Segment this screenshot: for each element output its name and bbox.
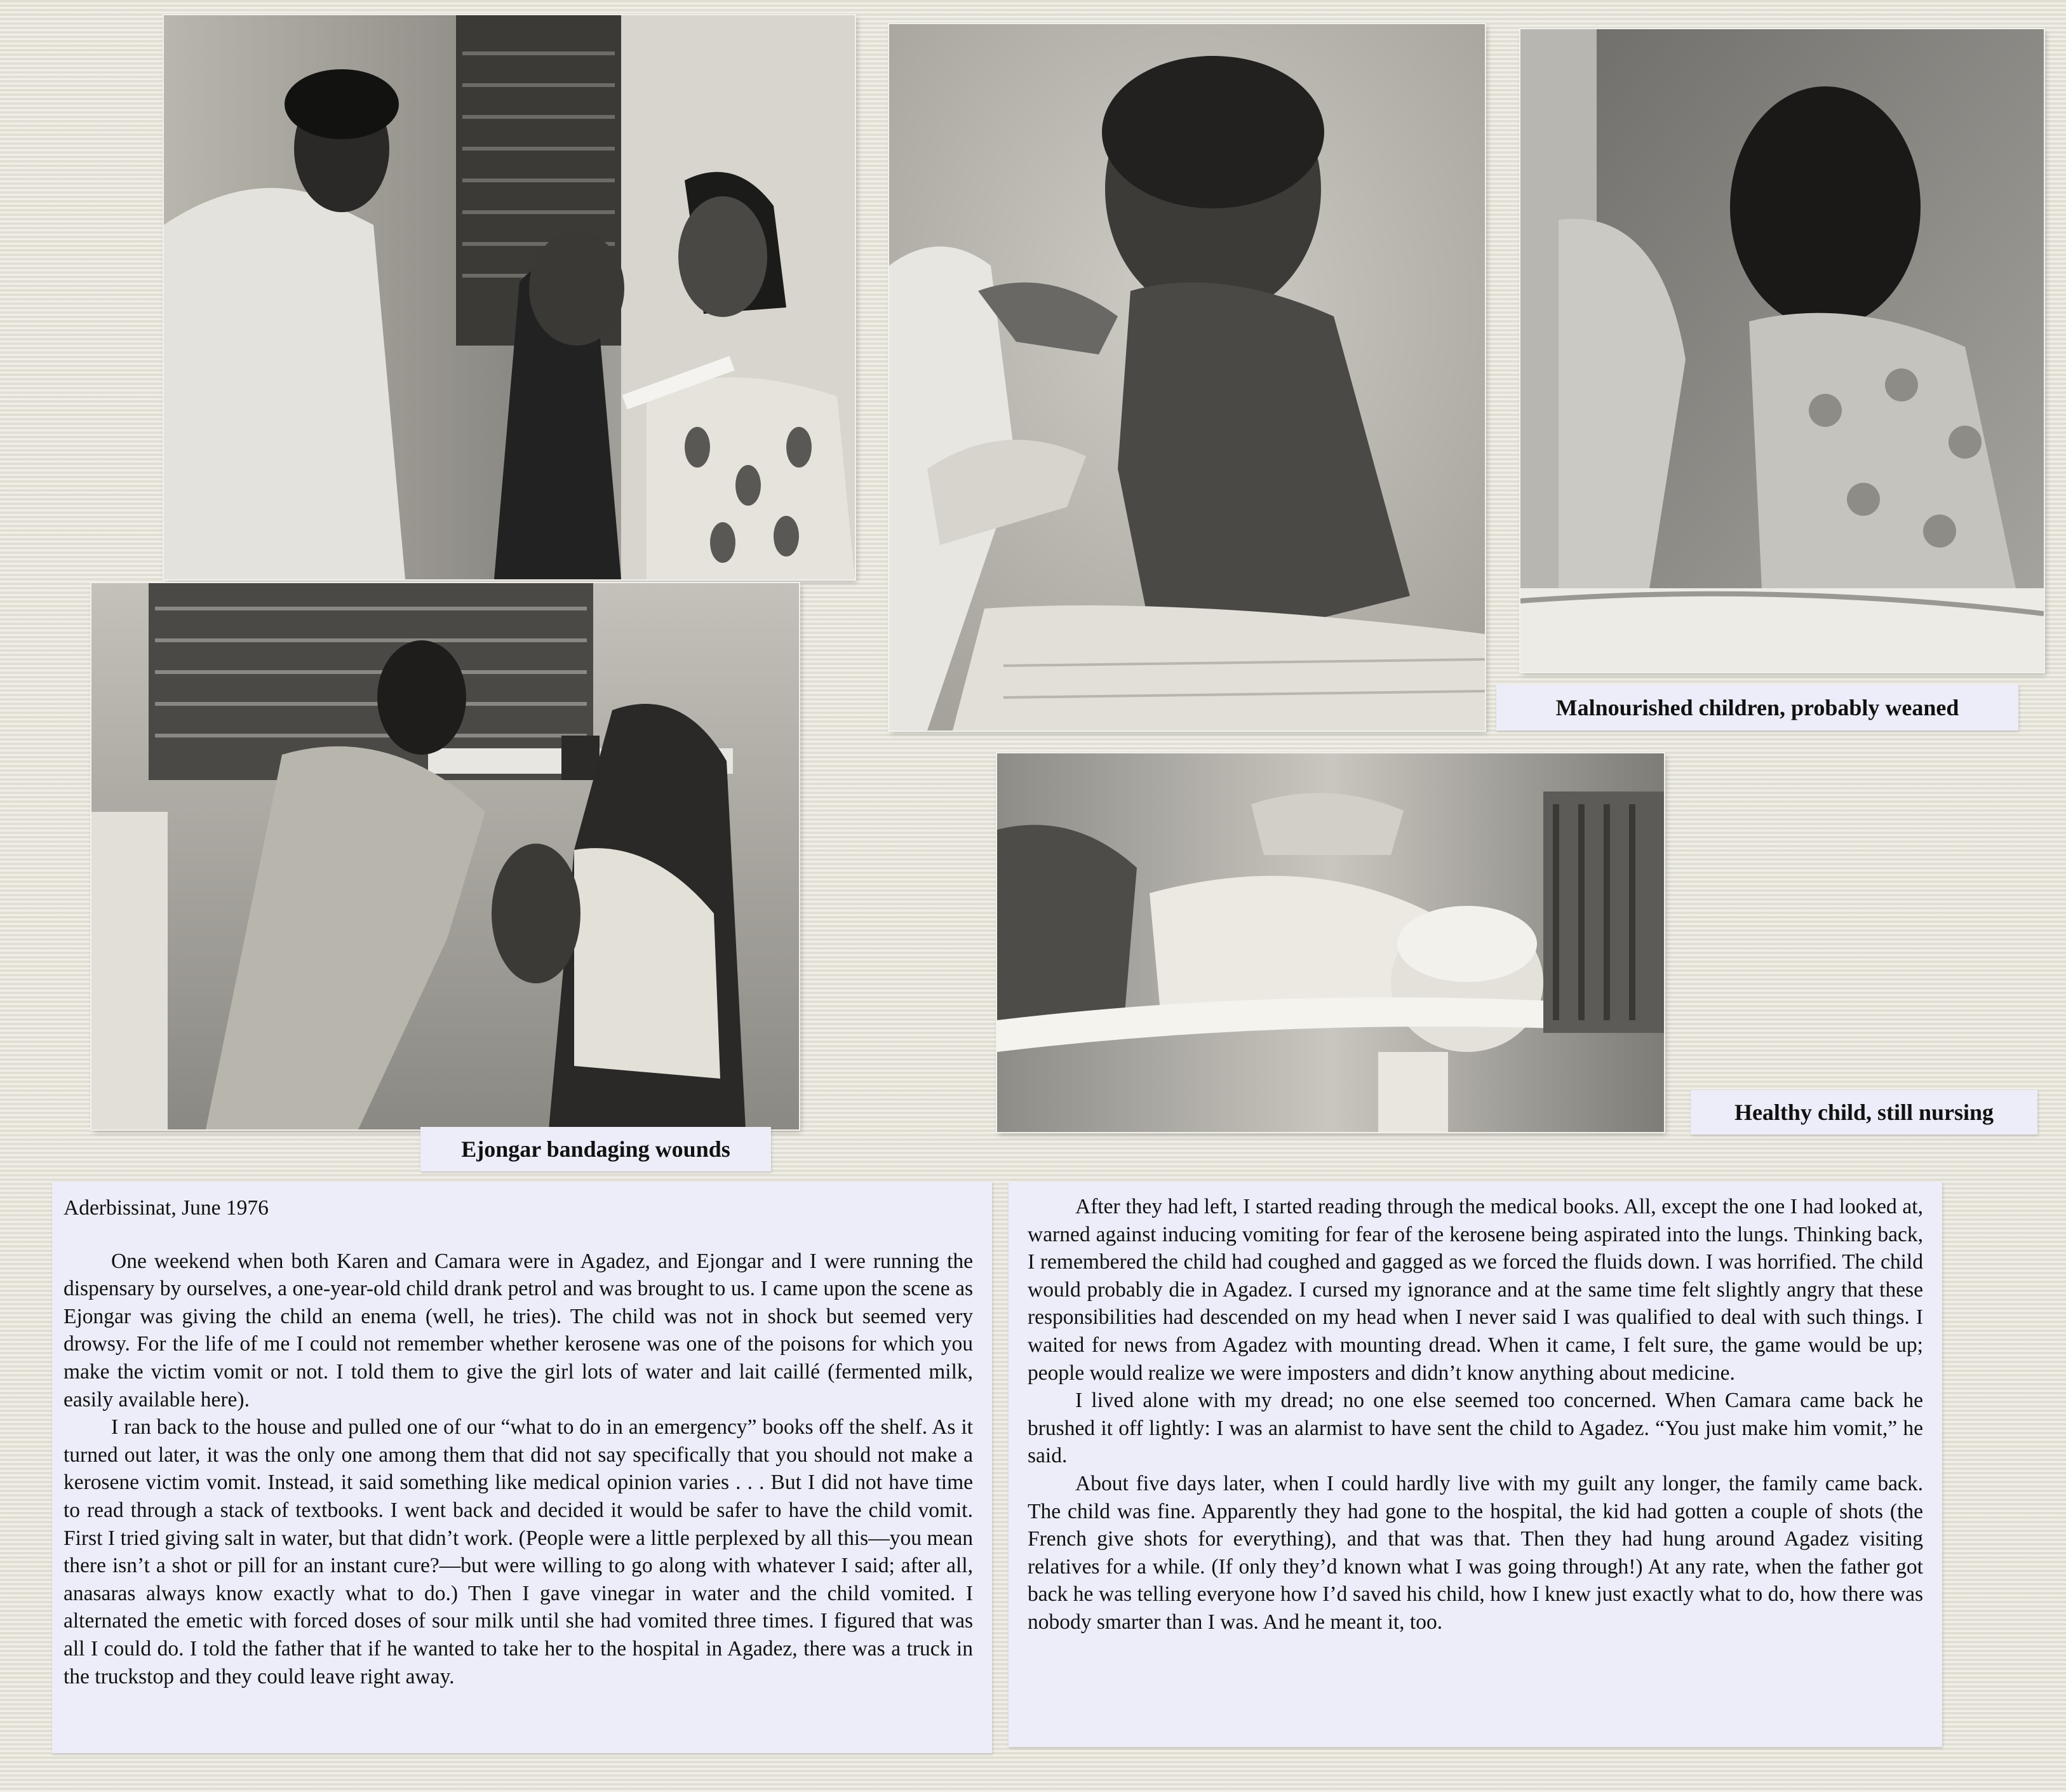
malnourished-child-photo-icon: [1520, 29, 2044, 672]
photo-malnourished-child: [1520, 29, 2044, 672]
ejongar-bandaging-photo-icon: [91, 583, 799, 1129]
crying-child-photo-icon: [889, 24, 1485, 731]
clinic-treatment-photo-icon: [164, 15, 855, 579]
story-paragraph: After they had left, I started reading through the medical books. All, except the one I had looked at, warned against inducing vomiting for fear of the kerosene being aspirated into the lungs. Thinking back, I remembered the child had coughed and gagged as we forced the fluids down. I was horrified. The child would probably die in Agadez. I cursed my ignorance and at the same time felt slightly angry that these responsibilities had descended on my head when I never said I was qualified to deal with such things. I waited for news from Agadez with mounting dread. When it came, I felt sure, the game would be up; people would realize we were imposters and didn’t know anything about medicine.: [1028, 1195, 1923, 1385]
caption-malnourished: Malnourished children, probably weaned: [1496, 685, 2018, 731]
story-paragraph: One weekend when both Karen and Camara were in Agadez, and Ejongar and I were running the dispensary by ourselves, a one-year-old child drank petrol and was brought to us. I came upon the scene as Ejongar was giving the child an enema (well, he tries). The child was not in shock but seemed very drowsy. For the life of me I could not remember whether kerosene was one of the poisons for which you make the victim vomit or not. I told them to give the girl lots of water and lait caillé (fermented milk, easily available here).: [64, 1249, 973, 1411]
story-text-right: [1009, 1182, 1942, 1747]
story-text-left: [52, 1182, 992, 1753]
story-paragraph: I lived alone with my dread; no one else seemed too concerned. When Camara came back he brushed it off lightly: I was an alarmist to have sent the child to Agadez. “You just make him vomit,” he said.: [1028, 1389, 1923, 1468]
story-paragraph: About five days later, when I could hardly live with my guilt any longer, the family came back. The child was fine. Apparently they had gone to the hospital, the kid had gotten a couple of shots (the French give shots for everything), and that was that. Then they had hung around Agadez visiting relatives for a while. (If only they’d known what I was going through!) At any rate, when the father got back he was telling everyone how I’d saved his child, how I knew just exactly what to do, how there was nobody smarter than I was. And he meant it, too.: [1028, 1471, 1923, 1634]
photo-clinic-treatment: [164, 15, 855, 579]
caption-healthy: Healthy child, still nursing: [1691, 1090, 2037, 1135]
photo-healthy-child: [997, 753, 1664, 1132]
photo-ejongar-bandaging: [91, 583, 799, 1129]
story-heading: Aderbissinat, June 1976: [64, 1196, 269, 1220]
healthy-child-photo-icon: [997, 753, 1664, 1132]
story-paragraph: I ran back to the house and pulled one of our “what to do in an emergency” books off the shelf. As it turned out later, it was the only one among them that did not say specifically that you should not make a kerosene victim vomit. Instead, it said something like medical opinion varies . . . But I did not have time to read through a stack of textbooks. I went back and decided it would be safer to have the child vomit. First I tried giving salt in water, but that didn’t work. (People were a little perplexed by all this—you mean there isn’t a shot or pill for an instant cure?—but were willing to go along with whatever I said; after all, anasaras always know exactly what to do.) Then I gave vinegar in water and the child vomited. I alternated the emetic with forced doses of sour milk until she had vomited three times. I figured that was all I could do. I told the father that if he wanted to take her to the hospital in Agadez, there was a truck in the truckstop and they could leave right away.: [64, 1415, 973, 1688]
caption-ejongar: Ejongar bandaging wounds: [420, 1127, 771, 1171]
photo-crying-child: [889, 24, 1485, 731]
